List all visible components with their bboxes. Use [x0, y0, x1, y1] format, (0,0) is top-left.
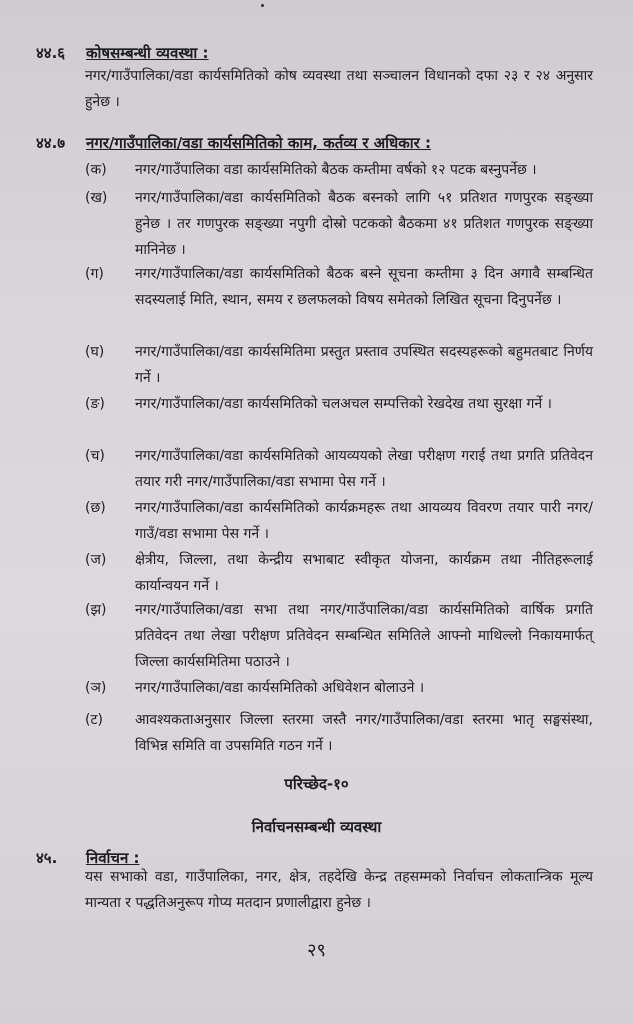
section-heading-44-6 — [36, 43, 209, 63]
list-item-ja — [85, 547, 593, 599]
list-item-nga — [85, 391, 593, 417]
item-label: (ख) — [85, 190, 108, 206]
item-label: (ट) — [85, 712, 103, 728]
item-label: (ञ) — [85, 680, 107, 696]
punch-mark — [261, 4, 264, 7]
list-item-ka — [85, 157, 593, 183]
item-text: नगर/गाउँपालिका/वडा कार्यसमितिको बैठक बस्ने सूचना कम्तीमा ३ दिन अगावै सम्बन्धित सदस्यलाई मिति, स्थान, समय र छलफलको विषय समेतको लिखित सूचना दिनुपर्नेछ । — [135, 266, 593, 308]
item-label: (झ) — [85, 602, 107, 618]
item-label: (ङ) — [85, 396, 105, 412]
item-label: (छ) — [85, 500, 106, 516]
section-number: ४५. — [36, 849, 58, 867]
item-label: (ग) — [85, 266, 104, 282]
list-item-yna — [85, 675, 593, 701]
chapter-title: निर्वाचनसम्बन्धी व्यवस्था — [251, 818, 382, 836]
item-text: नगर/गाउँपालिका/वडा कार्यसमितिको आयव्ययको लेखा परीक्षण गराई तथा प्रगति प्रतिवेदन तयार गरी नगर/गाउँपालिका/वडा सभामा पेस गर्ने । — [135, 448, 593, 490]
item-text: नगर/गाउँपालिका/वडा सभा तथा नगर/गाउँपालिका/वडा कार्यसमितिको वार्षिक प्रगति प्रतिवेदन तथा लेखा परीक्षण प्रतिवेदन सम्बन्धित समितिले आफ्नो माथिल्लो निकायमार्फत् जिल्ला कार्यसमितिमा पठाउने । — [135, 602, 593, 670]
chapter-number: परिच्छेद-१० — [284, 775, 349, 793]
list-item-ga — [85, 261, 593, 313]
item-text: नगर/गाउँपालिका/वडा कार्यसमितिको बैठक बस्नको लागि ५१ प्रतिशत गणपुरक सङ्ख्या हुनेछ । तर गणपुरक सङ्ख्या नपुगी दोस्रो पटकको बैठकमा ४१ प्रतिशत गणपुरक सङ्ख्या मानिनेछ । — [135, 190, 593, 258]
section-number: ४४.७ — [36, 134, 66, 152]
item-text: नगर/गाउँपालिका/वडा कार्यसमितिको अधिवेशन बोलाउने । — [135, 680, 425, 696]
item-text: नगर/गाउँपालिका वडा कार्यसमितिको बैठक कम्तीमा वर्षको १२ पटक बस्नुपर्नेछ । — [135, 162, 537, 178]
list-item-gha — [85, 339, 593, 391]
list-item-jha — [85, 597, 593, 675]
section-title: कोषसम्बन्धी व्यवस्था : — [86, 44, 209, 62]
section-number: ४४.६ — [36, 44, 66, 62]
section-body: नगर/गाउँपालिका/वडा कार्यसमितिको कोष व्यवस्था तथा सञ्चालन विधानको दफा २३ र २४ अनुसार हुनेछ । — [85, 68, 593, 110]
item-text: नगर/गाउँपालिका/वडा कार्यसमितिमा प्रस्तुत प्रस्ताव उपस्थित सदस्यहरूको बहुमतबाट निर्णय गर्ने । — [135, 344, 593, 386]
list-item-cha — [85, 443, 593, 495]
page-number: २९ — [307, 940, 326, 961]
section-title: नगर/गाउँपालिका/वडा कार्यसमितिको काम, कर्तव्य र अधिकार : — [86, 134, 432, 152]
item-text: नगर/गाउँपालिका/वडा कार्यसमितिको चलअचल सम्पत्तिको रेखदेख तथा सुरक्षा गर्ने । — [135, 396, 552, 412]
section-title: निर्वाचन : — [86, 849, 140, 867]
list-item-chha — [85, 495, 593, 547]
item-text: आवश्यकताअनुसार जिल्ला स्तरमा जस्तै नगर/गाउँपालिका/वडा स्तरमा भातृ सङ्घसंस्था, विभिन्न समिति वा उपसमिति गठन गर्ने । — [135, 712, 593, 754]
item-label: (क) — [85, 162, 107, 178]
section-heading-44-7 — [36, 133, 431, 153]
item-text: क्षेत्रीय, जिल्ला, तथा केन्द्रीय सभाबाट स्वीकृत योजना, कार्यक्रम तथा नीतिहरूलाई कार्यान्वयन गर्ने । — [135, 552, 593, 594]
list-item-ta — [85, 707, 593, 759]
item-label: (ज) — [85, 552, 107, 568]
item-label: (घ) — [85, 344, 105, 360]
item-label: (च) — [85, 448, 105, 464]
item-text: नगर/गाउँपालिका/वडा कार्यसमितिको कार्यक्रमहरू तथा आयव्यय विवरण तयार पारी नगर/गाउँ/वडा सभामा पेस गर्ने । — [135, 500, 593, 542]
list-item-kha — [85, 185, 593, 263]
section-body: यस सभाको वडा, गाउँपालिका, नगर, क्षेत्र, तहदेखि केन्द्र तहसम्मको निर्वाचन लोकतान्त्रिक मूल्य मान्यता र पद्धतिअनुरूप गोप्य मतदान प्रणालीद्वारा हुनेछ । — [85, 869, 593, 911]
